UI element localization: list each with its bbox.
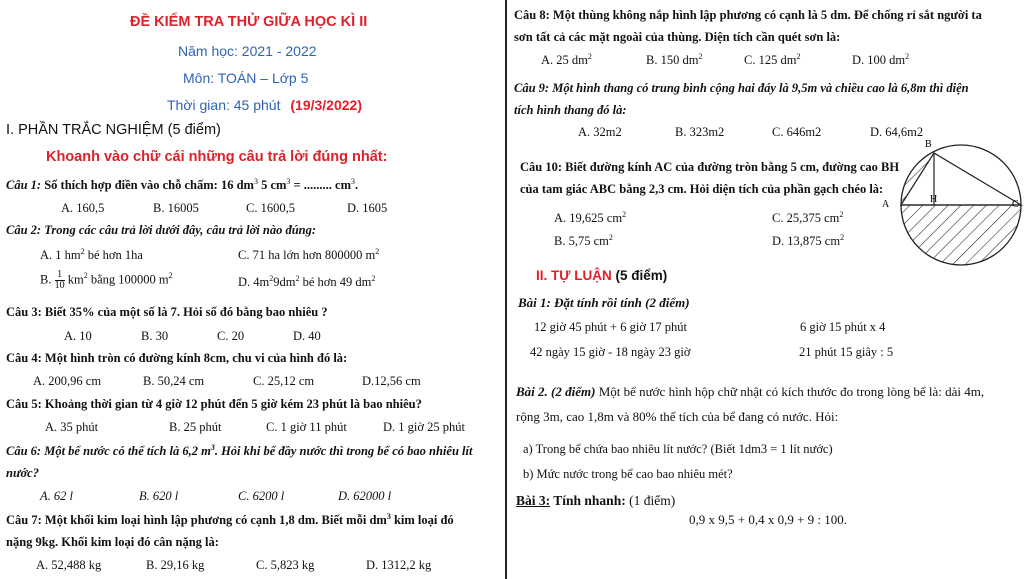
triangle-abc — [901, 153, 1021, 205]
q10-b-text: B. 5,75 cm — [554, 234, 609, 249]
q2-option-a[interactable] — [40, 247, 143, 263]
q1-option-d[interactable]: D. 1605 — [347, 201, 388, 215]
q8-option-b[interactable] — [646, 52, 702, 68]
q10-option-a[interactable] — [554, 210, 626, 226]
q2-b-text3: bằng 100000 m — [87, 272, 169, 287]
question-6-cont: nước? — [6, 466, 39, 480]
school-year: Năm học: 2021 - 2022 — [178, 43, 317, 59]
question-10-cont: của tam giác ABC bằng 2,3 cm. Hỏi diện tích của phần gạch chéo là: — [520, 182, 884, 196]
q8-option-c[interactable] — [744, 52, 800, 68]
label-b: B — [925, 139, 932, 150]
label-h: H — [930, 194, 938, 205]
q3-option-d[interactable]: D. 40 — [293, 329, 321, 343]
q10-option-c[interactable] — [772, 210, 843, 226]
q6-option-a[interactable]: A. 62 l — [40, 489, 73, 503]
q2-option-b[interactable] — [40, 270, 173, 291]
subject: Môn: TOÁN – Lớp 5 — [183, 70, 309, 86]
q7-option-b[interactable]: B. 29,16 kg — [146, 558, 205, 572]
question-6 — [6, 443, 472, 459]
q7-text: Câu 7: Một khối kim loại hình lập phương có cạnh 1,8 dm. Biết mỗi dm — [6, 513, 387, 528]
q3-option-c[interactable]: C. 20 — [217, 329, 245, 343]
q2-b-fraction — [55, 270, 65, 291]
q9-option-d[interactable]: D. 64,6m2 — [870, 125, 924, 139]
q10-option-b[interactable] — [554, 233, 613, 249]
q1-sup2: 3 — [286, 177, 291, 186]
circle-triangle-figure — [878, 135, 1024, 285]
exam-time-line — [167, 97, 362, 113]
q8-c-text: C. 125 dm — [744, 53, 797, 68]
q7-sup: 3 — [386, 512, 391, 521]
bai1-expr-4: 21 phút 15 giây : 5 — [799, 345, 894, 359]
bai1-expr-3: 42 ngày 15 giờ - 18 ngày 23 giờ — [530, 345, 691, 359]
q1-option-b[interactable]: B. 16005 — [153, 201, 199, 215]
column-divider — [505, 0, 507, 579]
q1-option-c[interactable]: C. 1600,5 — [246, 201, 295, 215]
q1-label: Câu 1: — [6, 178, 42, 193]
q5-option-c[interactable]: C. 1 giờ 11 phút — [266, 420, 347, 434]
q7-option-c[interactable]: C. 5,823 kg — [256, 558, 315, 572]
q10-d-text: D. 13,875 cm — [772, 234, 841, 249]
q2-a-text: A. 1 hm — [40, 248, 81, 263]
q8-a-text: A. 25 dm — [541, 53, 588, 68]
q9-option-a[interactable]: A. 32m2 — [578, 125, 622, 139]
label-c: C — [1012, 199, 1019, 210]
q10-c-text: C. 25,375 cm — [772, 211, 840, 226]
bai3-title2: Tính nhanh: — [550, 493, 626, 508]
q7-text2: kim loại đó — [390, 513, 454, 528]
q5-option-a[interactable]: A. 35 phút — [45, 420, 99, 434]
q3-option-b[interactable]: B. 30 — [141, 329, 169, 343]
q8-b-text: B. 150 dm — [646, 53, 699, 68]
q1-text3: = ......... cm — [290, 178, 351, 193]
q2-b-sup: 2 — [83, 271, 88, 281]
label-a: A — [882, 199, 890, 210]
exam-title: ĐỀ KIỂM TRA THỬ GIỮA HỌC KÌ II — [130, 14, 368, 30]
part2-heading — [536, 268, 667, 283]
q1-option-a[interactable]: A. 160,5 — [61, 201, 105, 215]
q6-text: Câu 6: Một bể nước có thể tích là 6,2 m — [6, 444, 211, 459]
q4-option-c[interactable]: C. 25,12 cm — [253, 374, 315, 388]
q2-b-text2: km — [64, 272, 84, 287]
question-8-cont: sơn tất cả các mặt ngoài của thùng. Diện tích cần quét sơn là: — [514, 30, 841, 44]
question-10: Câu 10: Biết đường kính AC của đường tròn bằng 5 cm, đường cao BH — [520, 160, 900, 174]
bai2-part-a: a) Trong bể chứa bao nhiêu lít nước? (Biết 1dm3 = 1 lít nước) — [523, 442, 833, 456]
q10-a-text: A. 19,625 cm — [554, 211, 623, 226]
question-2: Câu 2: Trong các câu trả lời dưới đây, câu trả lời nào đúng: — [6, 223, 317, 237]
q1-sup: 3 — [253, 177, 258, 186]
q2-a-text2: bé hơn 1ha — [84, 248, 143, 263]
part2-points: (5 điểm) — [611, 268, 668, 283]
part2-title: II. TỰ LUẬN — [536, 268, 612, 283]
bai3-title: Bài 3: — [516, 493, 551, 508]
bai2-text: Một bể nước hình hộp chữ nhật có kích thước đo trong lòng bể là: dài 4m, — [595, 384, 985, 399]
question-9: Câu 9: Một hình thang có trung bình cộng hai đáy là 9,5m và chiều cao là 6,8m thì diện — [514, 81, 969, 95]
question-1 — [6, 177, 358, 193]
q2-d-text3: bé hơn 49 dm — [299, 275, 372, 290]
bai3-heading — [516, 493, 675, 509]
bai1-title: Bài 1: Đặt tính rồi tính (2 điểm) — [518, 295, 690, 310]
question-9-cont: tích hình thang đó là: — [514, 103, 627, 117]
question-8: Câu 8: Một thùng không nắp hình lập phương có cạnh là 5 dm. Để chống rỉ sắt người ta — [514, 8, 982, 22]
q8-a-sup: 2 — [587, 52, 592, 61]
q8-b-sup: 2 — [698, 52, 703, 61]
q6-sup: 3 — [210, 443, 215, 452]
q8-option-d[interactable] — [852, 52, 909, 68]
bai2-line-1 — [516, 384, 984, 400]
q2-b-num: 1 — [55, 270, 65, 281]
q2-c-text: C. 71 ha lớn hơn 800000 m — [238, 248, 376, 263]
bai3-points: (1 điểm) — [625, 493, 676, 508]
q6-option-b[interactable]: B. 620 l — [139, 489, 179, 503]
q6-option-d[interactable]: D. 62000 l — [338, 489, 392, 503]
question-7 — [6, 512, 454, 528]
bai1-expr-1: 12 giờ 45 phút + 6 giờ 17 phút — [534, 320, 687, 334]
q2-b-den: 10 — [54, 280, 65, 291]
part1-instruction: Khoanh vào chữ cái những câu trả lời đúng nhất: — [46, 149, 388, 165]
q8-c-sup: 2 — [796, 52, 801, 61]
q5-option-d[interactable]: D. 1 giờ 25 phút — [383, 420, 465, 434]
q2-b-sup2: 2 — [168, 271, 173, 281]
q5-option-b[interactable]: B. 25 phút — [169, 420, 222, 434]
q10-a-sup: 2 — [622, 210, 627, 219]
q3-option-a[interactable]: A. 10 — [64, 329, 92, 343]
question-7-cont: nặng 9kg. Khối kim loại đó cân nặng là: — [6, 535, 219, 549]
bai3-expression: 0,9 x 9,5 + 0,4 x 0,9 + 9 : 100. — [689, 512, 848, 527]
bai2-title: Bài 2. (2 điểm) — [516, 384, 596, 399]
q1-sup3: 3 — [351, 177, 355, 186]
q2-d-text2: 9dm — [273, 275, 296, 290]
question-3: Câu 3: Biết 35% của một số là 7. Hỏi số đó bằng bao nhiêu ? — [6, 305, 328, 319]
exam-time: Thời gian: 45 phút — [167, 97, 281, 113]
bai2-line-2: rộng 3m, cao 1,8m và 80% thể tích của bể đang có nước. Hỏi: — [516, 409, 839, 424]
q10-option-d[interactable] — [772, 233, 844, 249]
q4-option-b[interactable]: B. 50,24 cm — [143, 374, 205, 388]
q4-option-d[interactable]: D.12,56 cm — [362, 374, 421, 388]
part1-title: I. PHẦN TRẮC NGHIỆM (5 điểm) — [6, 122, 221, 138]
q1-text4: . — [355, 178, 359, 193]
bai2-part-b: b) Mức nước trong bể cao bao nhiêu mét? — [523, 467, 733, 481]
q8-d-sup: 2 — [905, 52, 910, 61]
q2-b-label: B. — [40, 272, 52, 287]
q6-option-c[interactable]: C. 6200 l — [238, 489, 285, 503]
q7-option-a[interactable]: A. 52,488 kg — [36, 558, 102, 572]
q9-option-c[interactable]: C. 646m2 — [772, 125, 822, 139]
exam-date: (19/3/2022) — [290, 97, 362, 113]
q4-option-a[interactable]: A. 200,96 cm — [33, 374, 102, 388]
q6-text2: . Hỏi khi bể đầy nước thì trong bể có bao nhiêu lít — [214, 444, 473, 459]
q8-d-text: D. 100 dm — [852, 53, 906, 68]
q2-option-c[interactable] — [238, 247, 379, 263]
q2-d-text: D. 4m — [238, 275, 270, 290]
q2-a-sup: 2 — [80, 247, 85, 256]
question-5: Câu 5: Khoảng thời gian từ 4 giờ 12 phút đến 5 giờ kém 23 phút là bao nhiêu? — [6, 397, 422, 411]
q2-d-sup: 2 — [269, 274, 274, 283]
bai1-expr-2: 6 giờ 15 phút x 4 — [800, 320, 886, 334]
q2-c-sup: 2 — [375, 247, 380, 256]
q2-option-d[interactable] — [238, 274, 375, 290]
q10-b-sup: 2 — [608, 233, 613, 242]
q9-option-b[interactable]: B. 323m2 — [675, 125, 725, 139]
q10-c-sup: 2 — [839, 210, 844, 219]
q8-option-a[interactable] — [541, 52, 592, 68]
question-4: Câu 4: Một hình tròn có đường kính 8cm, chu vi của hình đó là: — [6, 351, 348, 365]
q2-d-sup3: 2 — [371, 274, 376, 283]
q1-text2: 5 cm — [257, 178, 287, 193]
q10-d-sup: 2 — [840, 233, 845, 242]
q1-text: Số thích hợp điền vào chỗ chấm: 16 dm — [44, 178, 254, 193]
q7-option-d[interactable]: D. 1312,2 kg — [366, 558, 432, 572]
q2-d-sup2: 2 — [295, 274, 300, 283]
